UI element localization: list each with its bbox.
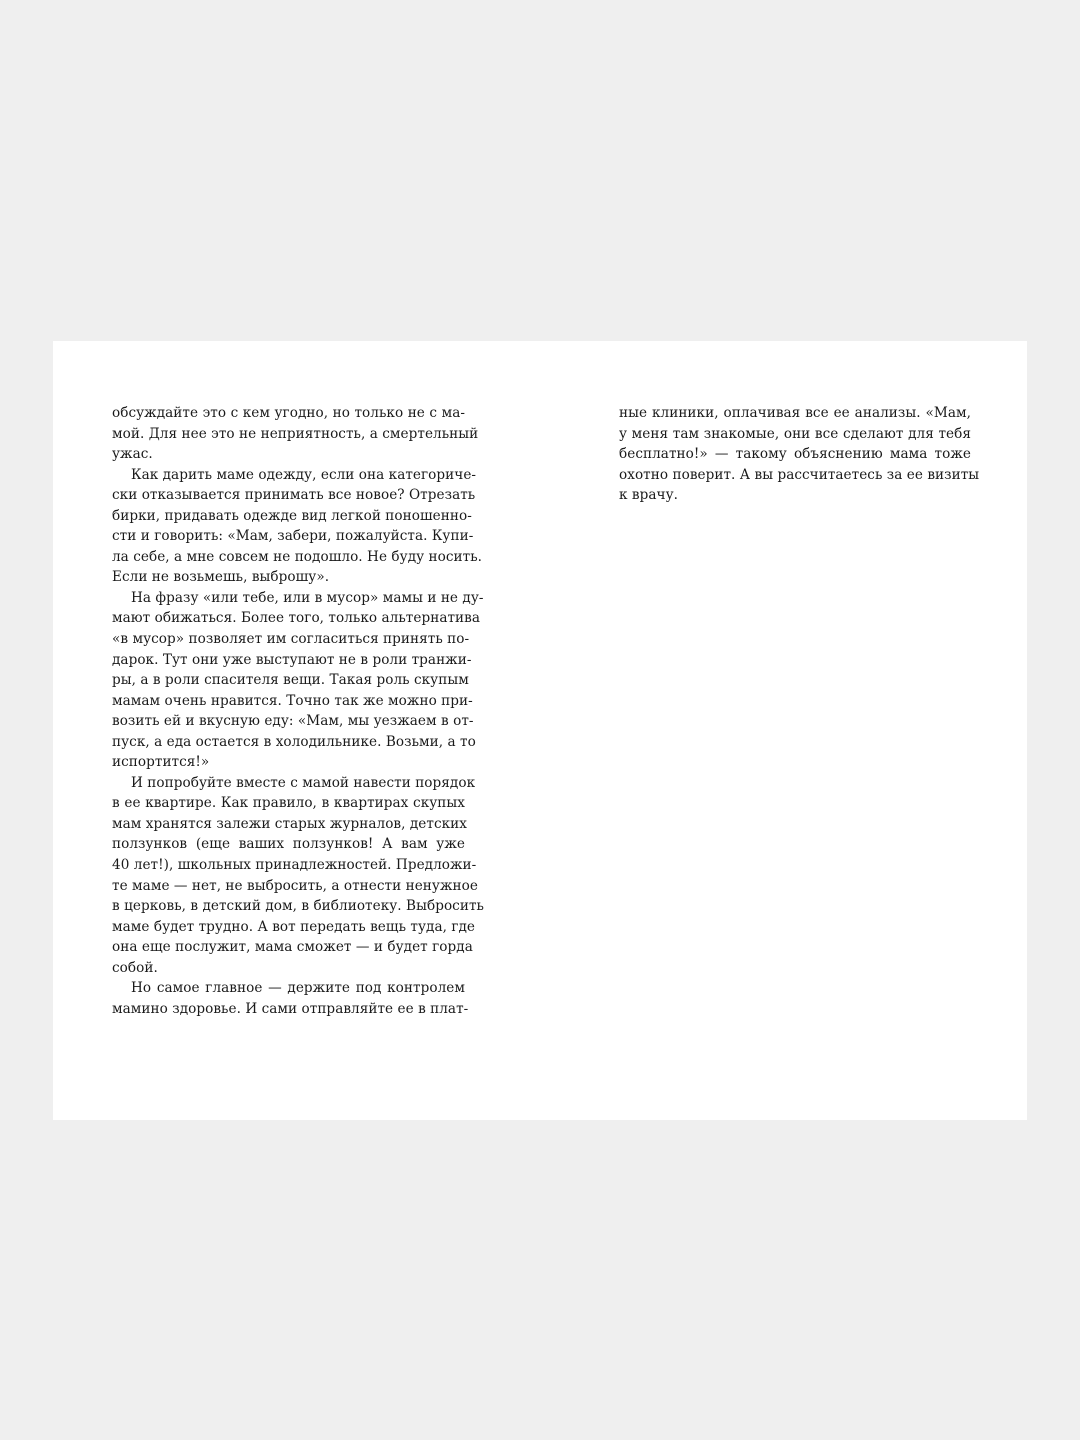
- text-line: обсуждайте это с кем угодно, но только не с ма-: [112, 405, 465, 421]
- text-line: возить ей и вкусную еду: «Мам, мы уезжаем в от-: [112, 713, 474, 730]
- text-line: пуск, а еда остается в холодильнике. Возьми, а то: [112, 733, 476, 750]
- text-line: охотно поверит. А вы рассчитаетесь за ее визиты: [619, 466, 980, 483]
- text-line: ры, а в роли спасителя вещи. Такая роль скупым: [112, 672, 469, 689]
- text-line: Но самое главное — держите под контролем: [131, 980, 465, 997]
- text-line: те маме — нет, не выбросить, а отнести ненужное: [112, 877, 478, 894]
- text-line: испортится!»: [112, 754, 210, 771]
- text-line: мой. Для нее это не неприятность, а смертельный: [112, 425, 479, 442]
- text-line: И попробуйте вместе с мамой навести порядок: [131, 774, 476, 791]
- text-line: Как дарить маме одежду, если она категориче-: [131, 466, 477, 483]
- text-line: бесплатно!» — такому объяснению мама тоже: [619, 446, 971, 463]
- text-line: маме будет трудно. А вот передать вещь туда, где: [112, 918, 476, 935]
- text-line: собой.: [112, 959, 158, 976]
- text-line: бирки, придавать одежде вид легкой поношенно-: [112, 507, 472, 524]
- text-line: к врачу.: [619, 487, 678, 504]
- text-line: у меня там знакомые, они все сделают для тебя: [619, 425, 971, 442]
- text-line: ные клиники, оплачивая все ее анализы. «Мам,: [619, 405, 971, 421]
- text-line: она еще послужит, мама сможет — и будет горда: [112, 939, 473, 956]
- right-page: [619, 403, 980, 506]
- text-line: Если не возьмешь, выброшу».: [112, 569, 330, 586]
- text-line: в церковь, в детский дом, в библиотеку. Выбросить: [112, 898, 484, 915]
- text-line: дарок. Тут они уже выступают не в роли транжи-: [112, 651, 472, 668]
- text-line: мают обижаться. Более того, только альтернатива: [112, 610, 481, 627]
- book-spread: [53, 341, 1027, 1120]
- text-line: ползунков (еще ваших ползунков! А вам уже: [112, 836, 465, 853]
- text-line: сти и говорить: «Мам, забери, пожалуйста. Купи-: [112, 528, 474, 545]
- text-line: На фразу «или тебе, или в мусор» мамы и не ду-: [131, 589, 484, 606]
- left-page: [112, 403, 484, 1019]
- text-line: ужас.: [112, 446, 153, 463]
- text-line: 40 лет!), школьных принадлежностей. Предложи-: [112, 857, 477, 874]
- text-line: мамам очень нравится. Точно так же можно при-: [112, 692, 473, 709]
- text-line: мам хранятся залежи старых журналов, детских: [112, 815, 467, 832]
- text-line: «в мусор» позволяет им согласиться принять по-: [112, 631, 470, 648]
- text-line: мамино здоровье. И сами отправляйте ее в плат-: [112, 1000, 469, 1017]
- text-line: ла себе, а мне совсем не подошло. Не буду носить.: [112, 548, 483, 565]
- text-line: ски отказывается принимать все новое? Отрезать: [112, 487, 476, 504]
- text-line: в ее квартире. Как правило, в квартирах скупых: [112, 795, 465, 812]
